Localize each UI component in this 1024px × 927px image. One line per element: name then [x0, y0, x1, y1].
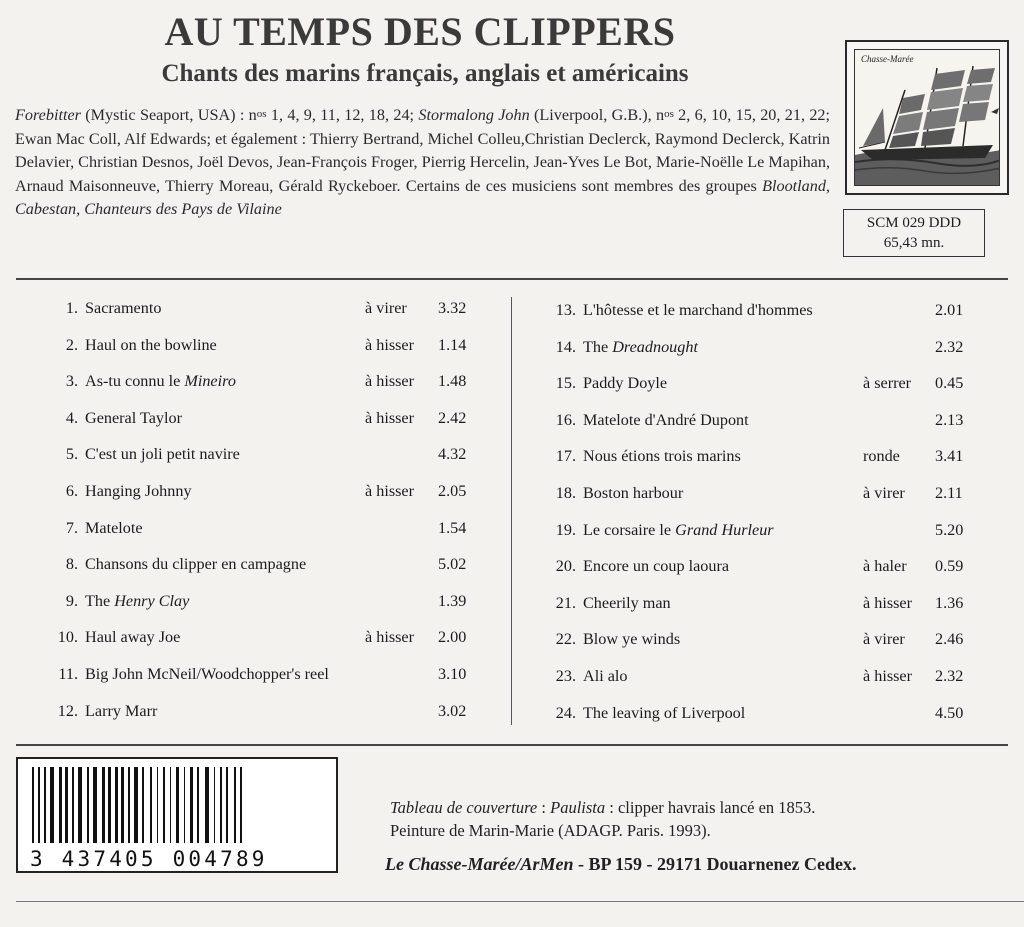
track-row — [40, 297, 480, 319]
track-action: à hisser — [365, 408, 414, 427]
track-title: Matelote — [85, 518, 143, 537]
barcode-bar — [128, 767, 130, 843]
track-number: 8. — [65, 555, 78, 574]
track-duration: 2.32 — [935, 667, 964, 685]
track-row — [40, 370, 480, 392]
album-title: AU TEMPS DES CLIPPERS — [164, 9, 676, 54]
track-duration: 3.41 — [935, 447, 964, 466]
track-duration: 2.05 — [438, 482, 467, 500]
track-title: Ali alo — [583, 667, 628, 685]
track-number: 16. — [555, 410, 576, 429]
barcode-bar — [38, 767, 40, 843]
track-number: 17. — [555, 447, 576, 466]
barcode-digits: 3 437405 004789 — [30, 847, 268, 871]
track-number: 4. — [65, 408, 78, 427]
bottom-divider — [16, 744, 1008, 746]
track-title: Encore un coup laoura — [583, 557, 730, 576]
track-title: Nous étions trois marins — [583, 447, 741, 466]
track-title: Cheerily man — [583, 593, 671, 612]
track-title: Sacramento — [85, 299, 162, 317]
barcode-bar — [170, 767, 171, 843]
track-action: à hisser — [863, 667, 912, 685]
cover-publisher-label: Chasse-Marée — [861, 54, 914, 64]
track-duration: 2.00 — [438, 628, 467, 647]
track-row — [40, 626, 480, 648]
track-title: Haul away Joe — [85, 628, 181, 647]
cover-thumbnail — [845, 40, 1009, 195]
track-title: Big John McNeil/Woodchopper's reel — [85, 665, 329, 683]
track-row — [40, 553, 480, 575]
track-duration: 4.50 — [935, 703, 964, 722]
track-action: à hisser — [365, 372, 414, 391]
barcode-bar — [102, 767, 105, 843]
track-number: 13. — [555, 301, 576, 319]
barcode-bar — [205, 767, 209, 843]
track-number: 11. — [58, 665, 78, 683]
track-number: 2. — [65, 335, 78, 354]
track-row — [540, 445, 980, 467]
barcode-bar — [184, 767, 185, 843]
track-title: Hanging Johnny — [85, 482, 192, 500]
barcode-bar — [214, 767, 215, 843]
group-forebitter: Forebitter — [15, 106, 81, 124]
track-row — [540, 482, 980, 504]
barcode-bar — [163, 767, 165, 843]
barcode — [16, 757, 338, 873]
track-title: The Henry Clay — [85, 591, 190, 610]
member-groups: Blootland, Cabestan, Chanteurs des Pays de Vilaine — [15, 176, 830, 219]
track-action: à hisser — [365, 482, 414, 500]
barcode-bar — [59, 767, 62, 843]
barcode-bar — [65, 767, 68, 843]
track-duration: 2.32 — [935, 337, 964, 356]
catalog-box — [843, 209, 985, 257]
track-duration: 0.59 — [935, 557, 964, 576]
track-title: The leaving of Liverpool — [583, 703, 746, 722]
album-subtitle: Chants des marins français, anglais et américains — [161, 60, 689, 87]
track-duration: 1.14 — [438, 335, 467, 354]
track-row — [40, 590, 480, 612]
track-duration: 2.42 — [438, 408, 467, 427]
track-duration: 1.36 — [935, 593, 964, 612]
track-row — [540, 372, 980, 394]
barcode-bar — [115, 767, 118, 843]
track-duration: 3.02 — [438, 701, 467, 720]
track-title: Haul on the bowline — [85, 335, 217, 354]
track-number: 5. — [65, 445, 78, 464]
track-number: 15. — [555, 374, 576, 393]
track-duration: 2.11 — [935, 484, 963, 502]
top-divider — [16, 278, 1008, 280]
edge-line — [16, 901, 1024, 902]
track-row — [540, 665, 980, 687]
track-duration: 1.39 — [438, 591, 467, 610]
track-duration: 5.02 — [438, 555, 467, 574]
barcode-bar — [44, 767, 46, 843]
track-number: 20. — [555, 557, 576, 576]
track-duration: 5.20 — [935, 520, 964, 539]
track-duration: 1.48 — [438, 372, 467, 391]
group-stormalong-john: Stormalong John — [418, 106, 530, 124]
track-title: As-tu connu le Mineiro — [85, 372, 236, 391]
track-row — [540, 336, 980, 358]
barcode-bar — [190, 767, 193, 843]
performer-credits: Forebitter (Mystic Seaport, USA) : $n^{os}$ 1, 4, 9, 11, 12, 18, 24; Stormalong John (Liverpool, G.B.), $n^{os}$ 2, 6, 10, 15, 20, 21, 22; Ewan Mac Coll, Alf Edwards; et également : Thierry Bertrand, Michel Colleu,Christian Declerck, Raymond Declerck, Katrin Delavier, Christian Desnos, Joël Devos, Jean-François Froger, Pierrig Hercelin, Jean-Yves Le Bot, Marie-Noëlle Le Mapihan, Arnaud Maisonneuve, Thierry Moreau, Gérald Ryckeboer. Certains de ces musiciens sont membres des groupes Blootland, Cabestan, Chanteurs des Pays de Vilaine — [15, 106, 831, 219]
track-number: 10. — [57, 628, 78, 647]
barcode-bar — [220, 767, 222, 843]
track-action: à hisser — [365, 628, 414, 647]
column-divider — [511, 297, 512, 725]
track-action: à virer — [863, 630, 905, 649]
track-duration: 1.54 — [438, 518, 467, 537]
track-number: 14. — [555, 337, 576, 356]
barcode-bar — [50, 767, 54, 843]
track-action: à hisser — [863, 593, 912, 612]
barcode-bar — [234, 767, 236, 843]
barcode-bar — [240, 767, 242, 843]
track-duration: 2.46 — [935, 630, 964, 649]
barcode-bar — [142, 767, 144, 843]
track-row — [540, 555, 980, 577]
total-duration: 65,43 mn. — [883, 235, 945, 251]
track-number: 18. — [555, 484, 576, 502]
track-duration: 2.01 — [935, 301, 964, 319]
track-duration: 2.13 — [935, 410, 964, 429]
track-number: 1. — [65, 299, 78, 317]
barcode-bar — [93, 767, 97, 843]
track-row — [540, 299, 980, 321]
track-row — [540, 628, 980, 650]
track-number: 6. — [65, 482, 78, 500]
track-title: Le corsaire le Grand Hurleur — [583, 520, 774, 539]
track-duration: 0.45 — [935, 374, 964, 393]
track-row — [40, 700, 480, 722]
track-title: Matelote d'André Dupont — [583, 410, 749, 429]
track-title: General Taylor — [85, 408, 182, 427]
track-title: L'hôtesse et le marchand d'hommes — [583, 301, 813, 319]
track-number: 9. — [65, 591, 78, 610]
track-title: Blow ye winds — [583, 630, 681, 649]
track-row — [40, 663, 480, 685]
track-row — [540, 592, 980, 614]
barcode-bar — [134, 767, 138, 843]
track-action: à haler — [863, 557, 907, 576]
track-number: 24. — [555, 703, 576, 722]
track-row — [40, 517, 480, 539]
track-number: 21. — [555, 593, 576, 612]
track-title: The Dreadnought — [583, 337, 698, 356]
barcode-bar — [121, 767, 124, 843]
barcode-bar — [108, 767, 111, 843]
track-number: 7. — [65, 518, 78, 537]
track-action: à virer — [863, 484, 905, 502]
track-number: 3. — [65, 372, 78, 391]
track-number: 19. — [555, 520, 576, 539]
track-title: Larry Marr — [85, 701, 158, 720]
barcode-bar — [72, 767, 74, 843]
clipper-ship-illustration — [855, 50, 1000, 186]
catalog-number: SCM 029 DDD — [866, 215, 962, 231]
track-row — [540, 702, 980, 724]
track-number: 12. — [57, 701, 78, 720]
painting-credit: Peinture de Marin-Marie (ADAGP. Paris. 1993). — [390, 821, 711, 840]
track-row — [40, 334, 480, 356]
track-row — [540, 519, 980, 541]
track-action: à virer — [365, 299, 407, 317]
track-title: Paddy Doyle — [583, 374, 668, 393]
publisher-address: Le Chasse-Marée/ArMen - BP 159 - 29171 Douarnenez Cedex. — [385, 854, 857, 874]
track-row — [40, 407, 480, 429]
track-number: 22. — [555, 630, 576, 649]
track-action: à hisser — [365, 335, 414, 354]
track-action: à serrer — [863, 374, 912, 393]
barcode-bar — [176, 767, 179, 843]
track-duration: 3.10 — [438, 665, 467, 683]
barcode-bar — [150, 767, 152, 843]
track-row — [40, 480, 480, 502]
track-duration: 4.32 — [438, 445, 467, 464]
track-action: ronde — [863, 447, 900, 466]
barcode-bar — [226, 767, 228, 843]
barcode-bar — [87, 767, 89, 843]
barcode-bar — [157, 767, 158, 843]
track-title: Boston harbour — [583, 484, 684, 502]
barcode-bar — [197, 767, 199, 843]
track-row — [40, 443, 480, 465]
track-row — [540, 409, 980, 431]
cover-caption: Tableau de couverture : Paulista : clipper havrais lancé en 1853. — [390, 798, 816, 817]
track-title: Chansons du clipper en campagne — [85, 555, 307, 574]
track-title: C'est un joli petit navire — [85, 445, 240, 464]
track-number: 23. — [555, 667, 576, 685]
cover-frame — [854, 49, 1000, 186]
track-duration: 3.32 — [438, 299, 467, 317]
barcode-bar — [32, 767, 34, 843]
barcode-bar — [78, 767, 82, 843]
